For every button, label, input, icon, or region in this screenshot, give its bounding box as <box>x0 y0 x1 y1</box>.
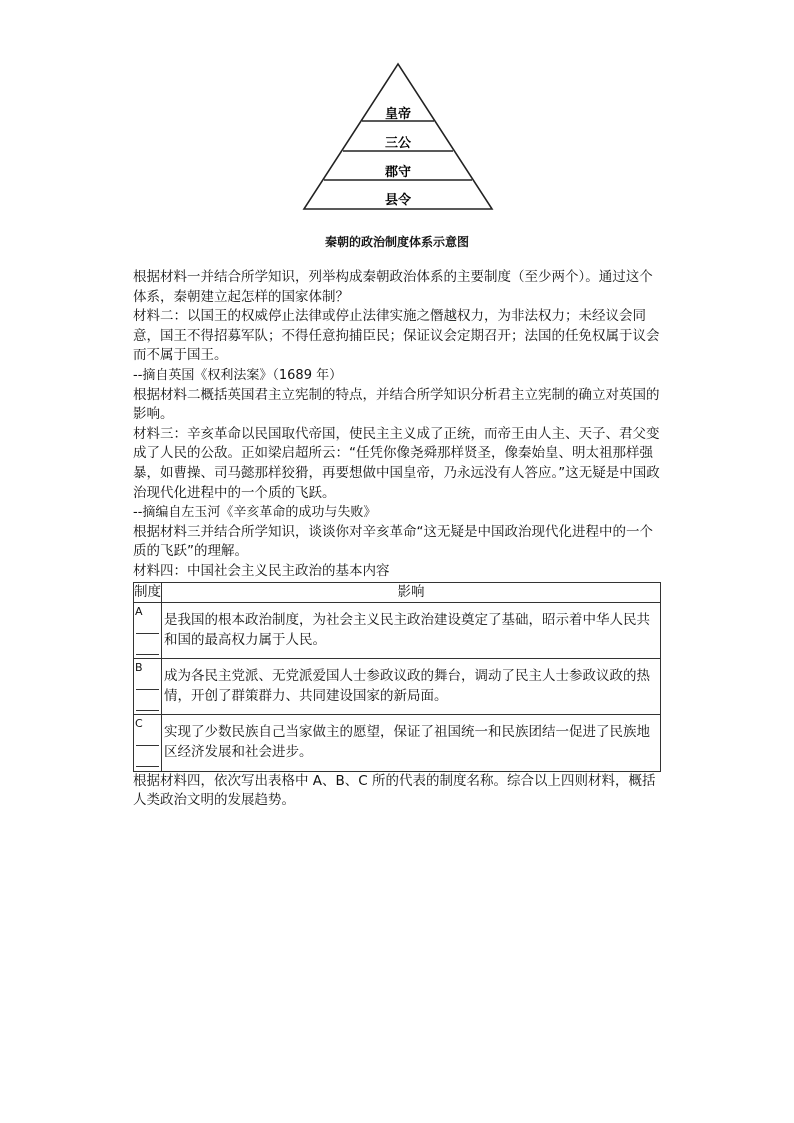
table-cell-impact: 是我国的根本政治制度，为社会主义民主政治建设奠定了基础，昭示着中华人民共和国的最高权力属于人民。 <box>162 603 661 659</box>
table-row <box>134 603 661 659</box>
pyramid-level-county: 县令 <box>384 193 412 208</box>
answer-blank <box>136 735 159 746</box>
document-body <box>133 268 663 811</box>
table-row <box>134 659 661 715</box>
pyramid-level-three-dukes: 三公 <box>384 136 412 151</box>
question-3: 根据材料三并结合所学知识，谈谈你对辛亥革命“这无疑是中国政治现代化进程中的一个质的飞跃”的理解。 <box>133 523 653 560</box>
row-letter: C <box>135 717 143 731</box>
material-3-source: --摘编自左玉河《辛亥革命的成功与失败》 <box>133 505 377 521</box>
pyramid-level-emperor: 皇帝 <box>384 107 412 122</box>
table-cell-impact: 成为各民主党派、无党派爱国人士参政议政的舞台，调动了民主人士参政议政的热情，开创了群策群力、共同建设国家的新局面。 <box>162 659 661 715</box>
question-2: 根据材料二概括英国君主立宪制的特点，并结合所学知识分析君主立宪制的确立对英国的影响。 <box>133 386 660 423</box>
answer-blank <box>136 679 159 690</box>
table-row <box>134 715 661 771</box>
row-letter: B <box>135 661 143 675</box>
material-3: 材料三：辛亥革命以民国取代帝国，使民主主义成了正统，而帝王由人主、天子、君父变成了人民的公敌。正如梁启超所云：“任凭你像尧舜那样贤圣，像秦始皇、明太祖那样强暴，如曹操、司马懿那样狡猾，再要想做中国皇帝，乃永远没有人答应。”这无疑是中国政治现代化进程中的一个质的飞跃。 <box>133 425 660 501</box>
table-cell-letter <box>134 715 162 771</box>
material-2-source: --摘自英国《权利法案》（1689 年） <box>133 367 343 383</box>
material-2: 材料二：以国王的权威停止法律或停止法律实施之僭越权力，为非法权力；未经议会同意，国王不得招募军队；不得任意拘捕臣民；保证议会定期召开；法国的任免权属于议会而不属于国王。 <box>133 308 660 364</box>
pyramid-diagram <box>300 62 496 212</box>
material-4: 材料四：中国社会主义民主政治的基本内容 <box>133 562 390 579</box>
table-cell-letter <box>134 603 162 659</box>
diagram-caption: 秦朝的政治制度体系示意图 <box>324 235 469 249</box>
table-header-institution: 制度 <box>134 582 162 603</box>
row-letter: A <box>135 605 143 619</box>
question-1: 根据材料一并结合所学知识，列举构成秦朝政治体系的主要制度（至少两个）。通过这个体系，秦朝建立起怎样的国家体制？ <box>133 269 653 305</box>
question-4: 根据材料四，依次写出表格中 A、B、C 所的代表的制度名称。综合以上四则材料，概括人类政治文明的发展趋势。 <box>133 772 656 809</box>
answer-blank <box>136 623 159 634</box>
table-cell-letter <box>134 659 162 715</box>
pyramid-level-commandery: 郡守 <box>384 165 412 180</box>
table-header-impact: 影响 <box>162 582 661 603</box>
table-header-row <box>134 582 661 603</box>
institutions-table <box>133 582 661 772</box>
answer-blank <box>136 648 159 655</box>
table-cell-impact: 实现了少数民族自己当家做主的愿望，保证了祖国统一和民族团结一促进了民族地区经济发展和社会进步。 <box>162 715 661 771</box>
answer-blank <box>136 704 159 711</box>
answer-blank <box>136 760 159 767</box>
